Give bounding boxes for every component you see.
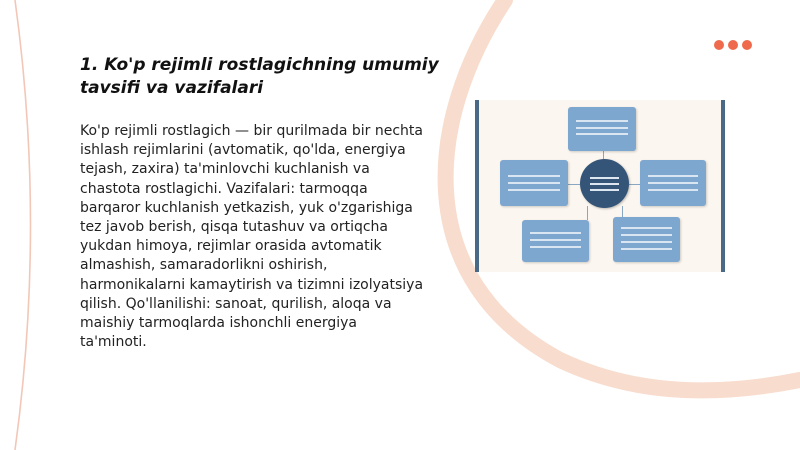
dot-icon <box>742 40 752 50</box>
connector-bottom-left <box>587 206 588 220</box>
diagram-box-bottom-right <box>613 217 680 262</box>
dot-icon <box>728 40 738 50</box>
dot-icon <box>714 40 724 50</box>
diagram-box-right <box>640 160 706 206</box>
connector-left <box>568 184 580 185</box>
diagram-center-circle <box>580 159 629 208</box>
diagram-box-top <box>568 107 636 151</box>
left-thin-curve <box>15 0 31 450</box>
slide-title: 1. Ko'p rejimli rostlagichning umumiy tavsifi va vazifalari <box>80 55 439 98</box>
slide-body-text: Ko'p rejimli rostlagich — bir qurilmada bir nechta ishlash rejimlarini (avtomatik, qo'lda, energiya tejash, zaxira) ta'minlovchi kuchlanish va chastota rostlagichi. Vazifalari: tarmoqqa barqaror kuchlanish yetkazish, yuk o'zgarishiga tez javob berish, qisqa tutashuv va ortiqcha yukdan himoya, rejimlar orasida avtomatik almashish, samaradorlikni oshirish, harmonikalarni kamaytirish va tizimni izolyatsiya qilish. Qo'llanilishi: sanoat, qurilish, aloqa va maishiy tarmoqlarda ishonchli energiya ta'minoti. <box>80 123 424 351</box>
diagram-image <box>475 100 725 272</box>
three-dots-icon <box>714 40 752 50</box>
diagram-box-left <box>500 160 568 206</box>
diagram-box-bottom-left <box>522 220 589 262</box>
